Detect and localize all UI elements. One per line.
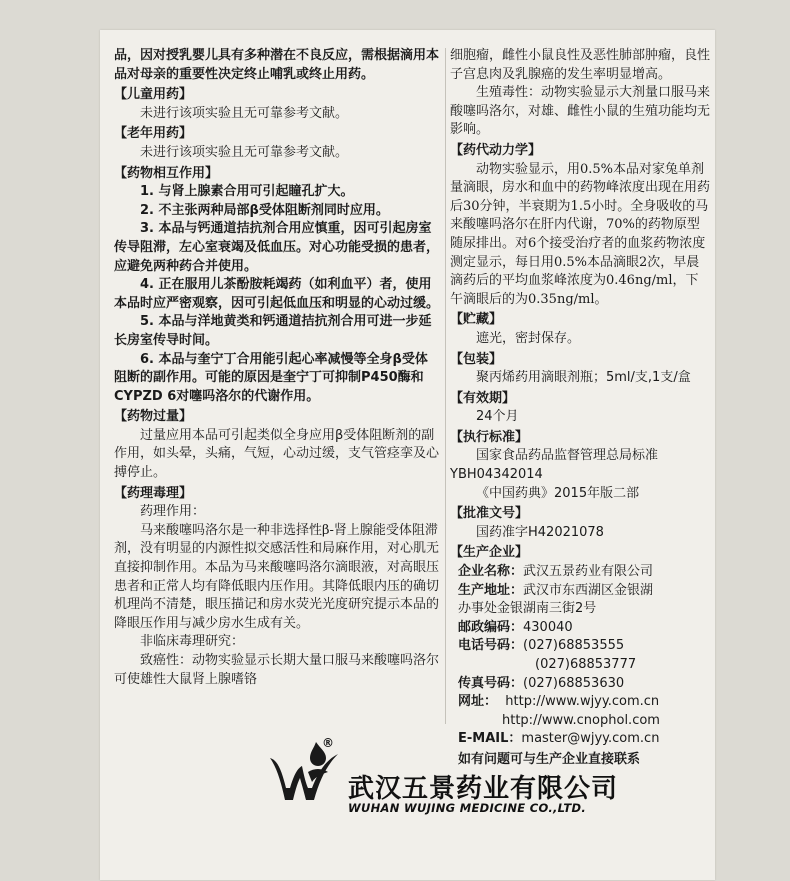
standard-line: 国家食品药品监督管理总局标准 xyxy=(476,448,659,464)
validity-section-title: 【有效期】 xyxy=(450,390,516,406)
storage-section-text: 遮光，密封保存。 xyxy=(476,330,581,346)
manufacturer-website-link: http://www.wjyy.com.cn xyxy=(505,694,660,710)
manufacturer-phone-row xyxy=(458,637,710,674)
manufacturer-name-row xyxy=(458,563,710,582)
manufacturer-zip-label: 邮政编码： xyxy=(458,619,524,635)
registered-mark: ® xyxy=(322,736,334,750)
company-name-chinese: 武汉五景药业有限公司 xyxy=(348,774,619,804)
left-column xyxy=(114,47,440,689)
manufacturer-zip-value: 430040 xyxy=(523,619,573,635)
manufacturer-phone-label: 电话号码： xyxy=(458,638,524,654)
reproductive-toxicity-text: 生殖毒性：动物实验显示大剂量口服马来酸噻吗洛尔，对雄、雌性小鼠的生殖功能均无影响。 xyxy=(450,85,711,138)
manufacturer-fax-label: 传真号码： xyxy=(458,675,524,691)
pharmacology-label: 药理作用： xyxy=(140,504,206,520)
children-section-text: 未进行该项实验且无可靠参考文献。 xyxy=(140,105,349,121)
interaction-item: 2. 不主张两种局部β受体阻断剂同时应用。 xyxy=(140,202,389,218)
manufacturer-name-value: 武汉五景药业有限公司 xyxy=(523,564,654,580)
manufacturer-phone-value: (027)68853555 xyxy=(523,638,625,654)
approval-number: 国药准字H42021078 xyxy=(476,524,604,540)
nonclinical-label: 非临床毒理研究： xyxy=(140,634,245,650)
pharmacology-text: 马来酸噻吗洛尔是一种非选择性β-肾上腺能受体阻滞剂，没有明显的内源性拟交感活性和局麻作用，对心肌无直接抑制作用。本品为马来酸噻吗洛尔滴眼液，对高眼压患者和正常人均有降低眼内压作用。其降低眼内压的确切机理尚不清楚，眼压描记和房水荧光光度研究提示本品的降眼压作用与减少房水生成有关。 xyxy=(114,522,440,631)
interaction-item: 1. 与肾上腺素合用可引起瞳孔扩大。 xyxy=(140,184,354,200)
interactions-section-title: 【药物相互作用】 xyxy=(114,165,219,181)
pk-section-title: 【药代动力学】 xyxy=(450,142,542,158)
elderly-section-text: 未进行该项实验且无可靠参考文献。 xyxy=(140,144,349,160)
manufacturer-phone-value: (027)68853777 xyxy=(535,657,637,672)
manufacturer-website-link: http://www.cnophol.com xyxy=(502,712,660,728)
manufacturer-zip-row xyxy=(458,619,710,638)
manufacturer-website-row xyxy=(458,693,710,730)
manufacturer-address-label: 生产地址： xyxy=(458,582,524,598)
manufacturer-email-value: master@wjyy.com.cn xyxy=(521,731,660,747)
validity-section-text: 24个月 xyxy=(476,409,519,425)
package-section-text: 聚丙烯药用滴眼剂瓶；5ml/支,1支/盒 xyxy=(476,370,691,386)
manufacturer-fax-value: (027)68853630 xyxy=(523,675,625,691)
interaction-item: 5. 本品与洋地黄类和钙通道拮抗剂合用可进一步延长房室传导时间。 xyxy=(114,314,432,348)
carcinogenicity-text: 致癌性：动物实验显示长期大量口服马来酸噻吗洛尔可使雄性大鼠肾上腺嗜铬 xyxy=(114,653,440,687)
manufacturer-name-label: 企业名称： xyxy=(458,564,524,580)
standard-line: YBH04342014 xyxy=(450,467,543,483)
right-column xyxy=(450,47,710,770)
elderly-section-title: 【老年用药】 xyxy=(114,126,193,142)
interaction-item: 6. 本品与奎宁丁合用能引起心率减慢等全身β受体阻断的副作用。可能的原因是奎宁丁可抑制P450酶和CYPZD 6对噻吗洛尔的代谢作用。 xyxy=(114,351,428,404)
overdose-section-text: 过量应用本品可引起类似全身应用β受体阻断剂的副作用，如头晕，头痛，气短，心动过缓，支气管痉挛及心搏停止。 xyxy=(114,427,440,481)
approval-section-title: 【批准文号】 xyxy=(450,506,529,522)
contact-note: 如有问题可与生产企业直接联系 xyxy=(458,751,641,767)
storage-section-title: 【贮藏】 xyxy=(450,312,503,328)
manufacturer-address-row xyxy=(458,582,710,619)
column-divider xyxy=(445,48,446,724)
interaction-item: 4. 正在服用儿茶酚胺耗竭药（如利血平）者，使用本品时应严密观察，因可引起低血压和明显的心动过缓。 xyxy=(114,277,440,311)
carcinogenicity-continued: 细胞瘤，雌性小鼠良性及恶性肺部肿瘤，良性子宫息肉及乳腺癌的发生率明显增高。 xyxy=(450,48,711,82)
interaction-item: 3. 本品与钙通道拮抗剂合用应慎重，因可引起房室传导阻滞，左心室衰竭及低血压。对心功能受损的患者，应避免两种药合并使用。 xyxy=(114,221,440,274)
manufacturer-email-label: E-MAIL： xyxy=(458,731,522,747)
pharmtox-section-title: 【药理毒理】 xyxy=(114,485,193,501)
children-section-title: 【儿童用药】 xyxy=(114,87,193,103)
manufacturer-address-line: 办事处金银湖南三街2号 xyxy=(458,601,597,617)
lactation-paragraph: 品，因对授乳婴儿具有多种潜在不良反应，需根据滴用本品对母亲的重要性决定终止哺乳或终止用药。 xyxy=(114,48,440,82)
standard-line: 《中国药典》2015年版二部 xyxy=(476,485,640,501)
manufacturer-section-title: 【生产企业】 xyxy=(450,545,529,561)
standard-section-title: 【执行标准】 xyxy=(450,429,529,445)
pk-section-text: 动物实验显示，用0.5%本品对家兔单剂量滴眼，房水和血中的药物峰浓度出现在用药后30分钟，半衰期为1.5小时。全身吸收的马来酸噻吗洛尔在肝内代谢，70%的药物原型随尿排出。对6个接受治疗者的血浆药物浓度测定显示，每日用0.5%本品滴眼2次，早晨滴药后的平均血浆峰浓度为0.46ng/ml，下午滴眼后的为0.35ng/ml。 xyxy=(450,161,711,307)
manufacturer-fax-row xyxy=(458,675,710,694)
overdose-section-title: 【药物过量】 xyxy=(114,409,193,425)
manufacturer-address-line: 武汉市东西湖区金银湖 xyxy=(523,582,654,598)
package-section-title: 【包装】 xyxy=(450,351,503,367)
manufacturer-website-label: 网址： xyxy=(458,694,498,710)
company-name-english: WUHAN WUJING MEDICINE CO.,LTD. xyxy=(348,801,587,815)
